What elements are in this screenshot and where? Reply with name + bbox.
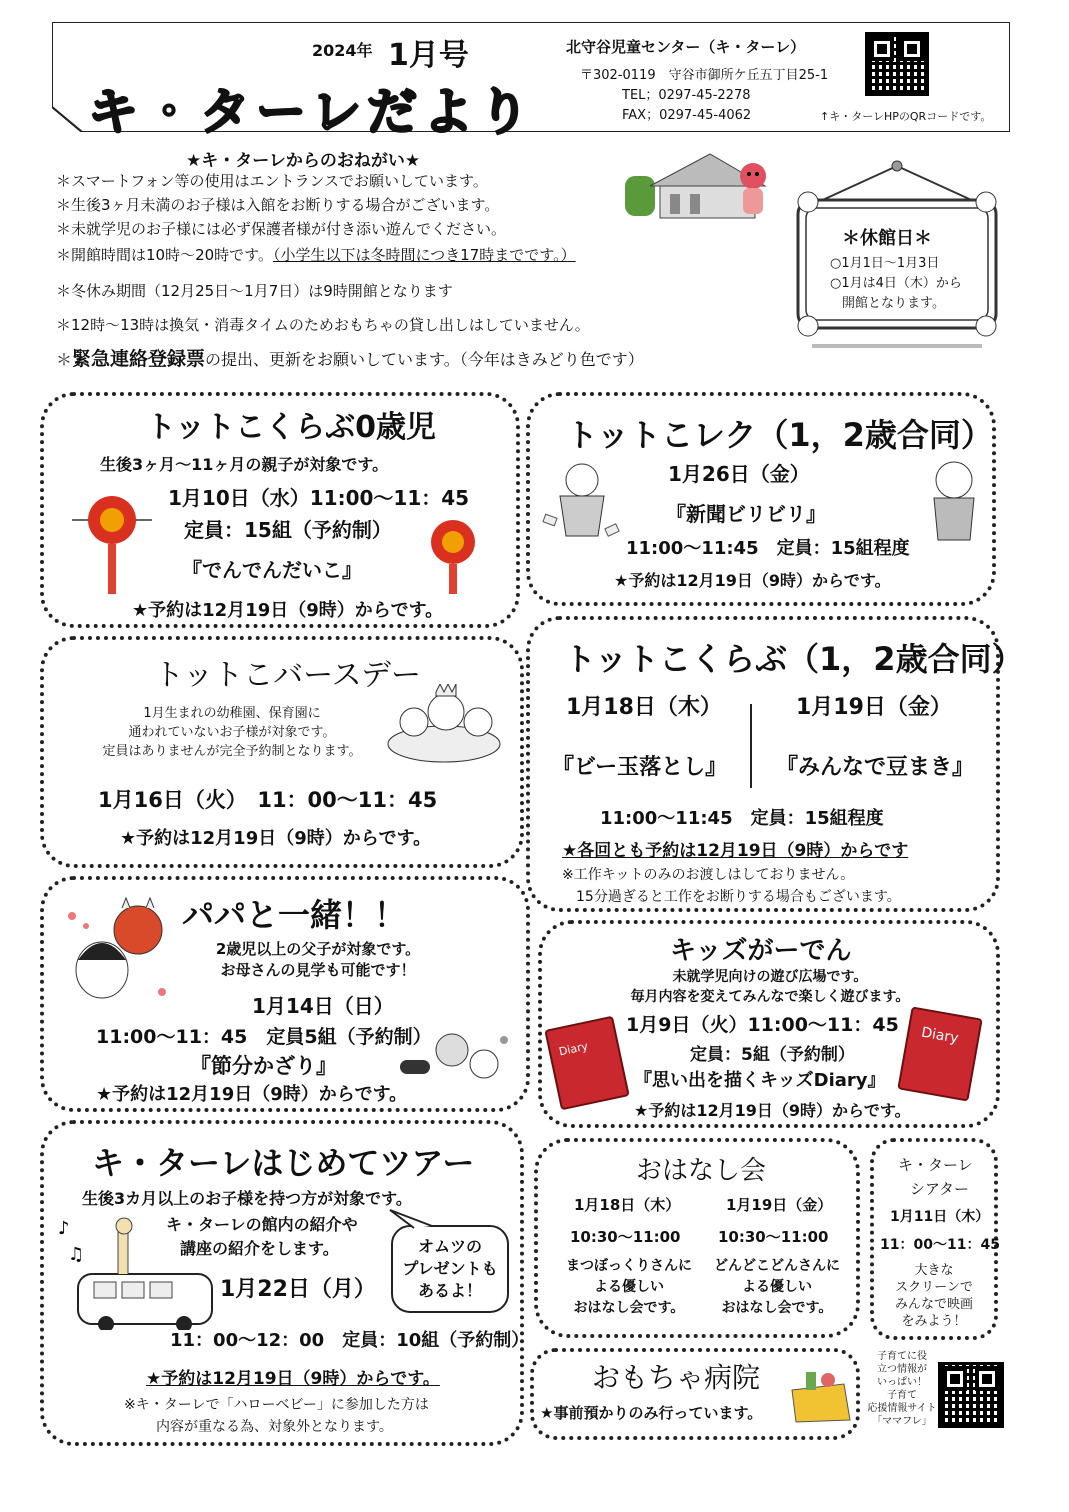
mamafure-line: 応援情報サイト <box>867 1403 937 1414</box>
papa-time: 11:00〜11：45 定員5組（予約制） <box>96 1026 432 1048</box>
child-illustration <box>922 454 984 550</box>
theater-desc-line: みんなで映画 <box>894 1297 973 1312</box>
papa-line: お母さんの見学も可能です！ <box>220 961 416 979</box>
tour-line: 講座の紹介をします。 <box>180 1239 339 1258</box>
club12-divider <box>750 704 752 788</box>
mamafure-line: 「ママフレ」 <box>872 1416 932 1427</box>
diary-label: Diary <box>920 1024 960 1047</box>
den-den-daiko-icon <box>420 516 486 596</box>
qr-note: ↑キ・ターレHPのQRコードです。 <box>820 110 992 123</box>
papa-line: 2歳児以上の父子が対象です。 <box>215 940 421 958</box>
closed-title: ＊休館日＊ <box>842 228 932 249</box>
club0-date: 1月10日（水）11:00〜11：45 <box>168 486 470 510</box>
tour-note: 内容が重なる為、対象外となります。 <box>156 1419 393 1435</box>
bubble-line: あるよ！ <box>417 1281 482 1300</box>
papa-date: 1月14日（日） <box>252 994 394 1018</box>
kids-line: 未就学児向けの遊び広場です。 <box>672 969 868 985</box>
papa-title: パパと一緒！！ <box>182 896 407 934</box>
theater-date: 1月11日（木） <box>890 1209 990 1225</box>
svg-text:♪: ♪ <box>58 1218 70 1239</box>
birthday-line: 1月生まれの幼稚園、保育園に <box>143 706 321 721</box>
story-desc <box>704 1256 850 1319</box>
rec-title: トットこレク（1，2歳合同） <box>566 416 993 454</box>
tour-target: 生後3カ月以上のお子様を持つ方が対象です。 <box>82 1189 412 1208</box>
club12-reserve: ★各回とも予約は12月19日（9時）からです <box>562 841 909 861</box>
notice-item: ＊未就学児のお子様には必ず保護者様が付き添い遊んでください。 <box>56 220 507 238</box>
toy-title: おもちゃ病院 <box>592 1361 761 1394</box>
birthday-title: トットこバースデー <box>154 658 421 693</box>
birthday-line: 定員はありませんが完全予約制となります。 <box>102 744 362 759</box>
birthday-desc <box>82 702 382 759</box>
den-den-daiko-icon <box>72 490 152 596</box>
tour-note: ※キ・ターレで「ハローベビー」に参加した方は <box>124 1397 429 1413</box>
toy-note: ★事前預かりのみ行っています。 <box>540 1404 763 1422</box>
bubble-line: オムツの <box>417 1237 482 1256</box>
center-fax: FAX；0297-45-4062 <box>622 108 752 123</box>
story-time: 10:30〜11:00 <box>570 1228 681 1246</box>
oni-okame-illustration <box>66 896 176 1006</box>
notice-item: ＊12時〜13時は換気・消毒タイムのためおもちゃの貸し出しはしていません。 <box>56 316 590 334</box>
tour-line: キ・ターレの館内の紹介や <box>166 1215 358 1234</box>
divider <box>812 344 982 348</box>
notice-emergency <box>56 344 644 371</box>
building-illustration <box>625 146 775 226</box>
center-address: 〒302-0119 守谷市御所ケ丘五丁目25-1 <box>580 68 829 83</box>
kids-date: 1月9日（火）11:00〜11：45 <box>626 1014 899 1036</box>
story-desc-line: おはなし会です。 <box>721 1300 833 1316</box>
story-title: おはなし会 <box>636 1156 767 1186</box>
club12-time: 11:00〜11:45 定員：15組程度 <box>600 808 884 829</box>
rec-time: 11:00〜11:45 定員：15組程度 <box>626 538 910 559</box>
issue-year: 2024年 <box>312 41 373 60</box>
newsletter-title: キ・ターレだより <box>88 83 535 141</box>
mamafure-text <box>866 1350 938 1428</box>
kids-line: 毎月内容を変えてみんなで楽しく遊びます。 <box>630 989 910 1005</box>
mamafure-line: 子育てに役 <box>877 1351 927 1362</box>
story-desc-line: よる優しい <box>742 1279 812 1295</box>
bubble-line: プレゼントも <box>402 1259 498 1278</box>
homepage-qr-code <box>865 32 929 96</box>
birthday-animals-illustration <box>384 684 504 770</box>
rec-date: 1月26日（金） <box>668 462 810 486</box>
closed-line: 開館となります。 <box>842 296 945 311</box>
club12-date: 1月19日（金） <box>796 695 952 720</box>
theater-time: 11：00〜11：45 <box>880 1237 1000 1253</box>
mamafure-line: 立つ情報が <box>877 1364 927 1375</box>
rec-reserve: ★予約は12月19日（9時）からです。 <box>614 571 891 590</box>
notice-hours-note: （小学生以下は冬時間につき17時までです。） <box>272 246 576 264</box>
tour-reserve: ★予約は12月19日（9時）からです。 <box>146 1369 440 1389</box>
birthday-line: 通われていないお子様が対象です。 <box>128 725 336 740</box>
theater-desc-line: 大きな <box>914 1263 954 1278</box>
diary-book-illustration <box>897 1006 982 1101</box>
tour-date: 1月22日（月） <box>220 1277 376 1302</box>
toy-box-illustration <box>786 1370 856 1424</box>
kids-capacity: 定員：5組（予約制） <box>690 1045 855 1065</box>
club12-theme: 『ビー玉落とし』 <box>552 755 728 780</box>
story-date: 1月19日（金） <box>726 1196 833 1214</box>
club0-title: トットこくらぶ0歳児 <box>146 410 436 445</box>
mamafure-line: いっぱい！ <box>877 1377 927 1388</box>
closed-line: ○1月1日〜1月3日 <box>830 256 940 271</box>
svg-text:♫: ♫ <box>68 1244 85 1265</box>
club12-title: トットこくらぶ（1，2歳合同） <box>564 640 1024 678</box>
theater-desc-line: スクリーンで <box>895 1280 973 1295</box>
story-desc-line: おはなし会です。 <box>573 1300 685 1316</box>
story-desc <box>556 1256 702 1319</box>
birthday-reserve: ★予約は12月19日（9時）からです。 <box>120 828 432 849</box>
story-desc-line: どんどこどんさんに <box>714 1258 840 1274</box>
tour-time: 11：00〜12：00 定員：10組（予約制） <box>170 1330 530 1351</box>
club12-note: ※工作キットのみのお渡しはしておりません。 <box>562 867 855 883</box>
papa-theme: 『節分かざり』 <box>190 1054 337 1078</box>
theater-title: キ・ターレ <box>898 1156 973 1174</box>
club0-theme: 『でんでんだいこ』 <box>182 558 362 582</box>
club0-target: 生後3ヶ月〜11ヶ月の親子が対象です。 <box>100 455 389 474</box>
notice-hours <box>56 244 576 265</box>
tour-title: キ・ターレはじめてツアー <box>92 1144 475 1182</box>
theater-title: シアター <box>910 1180 969 1198</box>
club0-reserve: ★予約は12月19日（9時）からです。 <box>132 600 444 621</box>
child-illustration <box>540 456 624 552</box>
tour-bubble-text <box>394 1236 506 1302</box>
setsubun-decoration-illustration <box>400 1030 510 1084</box>
notice-item: ＊生後3ヶ月未満のお子様は入館をお断りする場合がございます。 <box>56 196 500 214</box>
rec-theme: 『新聞ビリビリ』 <box>666 502 826 526</box>
story-date: 1月18日（木） <box>574 1196 681 1214</box>
theater-desc <box>880 1262 988 1330</box>
kids-title: キッズがーでん <box>670 936 852 966</box>
club12-theme: 『みんなで豆まき』 <box>776 755 975 780</box>
emergency-rest: の提出、更新をお願いしています。（今年はきみどり色です） <box>205 350 644 369</box>
club12-note: 15分過ぎると工作をお断りする場合もございます。 <box>576 889 901 905</box>
club12-date: 1月18日（木） <box>566 695 722 720</box>
diary-label: Diary <box>557 1039 590 1059</box>
emergency-form-name: 緊急連絡登録票 <box>72 348 206 370</box>
papa-reserve: ★予約は12月19日（9時）からです。 <box>96 1084 408 1105</box>
center-name: 北守谷児童センター（キ・ターレ） <box>566 38 806 56</box>
emergency-prefix: ＊ <box>56 350 73 369</box>
mamafure-qr-code <box>938 1362 1004 1428</box>
birthday-date: 1月16日（火） 11：00〜11：45 <box>98 788 438 812</box>
notices-heading: ★キ・ターレからのおねがい★ <box>186 151 421 171</box>
story-desc-line: よる優しい <box>594 1279 664 1295</box>
center-tel: TEL；0297-45-2278 <box>622 88 751 103</box>
bus-illustration <box>58 1210 218 1330</box>
notice-item: ＊冬休み期間（12月25日〜1月7日）は9時開館となります <box>56 282 453 300</box>
kids-desc <box>600 966 940 1006</box>
papa-desc <box>180 938 456 980</box>
theater-desc-line: をみよう！ <box>901 1314 967 1329</box>
kids-theme: 『思い出を描くキッズDiary』 <box>634 1070 886 1091</box>
club0-capacity: 定員：15組（予約制） <box>184 518 392 542</box>
story-desc-line: まつぼっくりさんに <box>566 1258 692 1274</box>
closed-line: ○1月は4日（木）から <box>830 276 962 291</box>
issue-month: 1月号 <box>388 38 469 73</box>
mamafure-line: 子育て <box>887 1390 917 1401</box>
notice-item: ＊スマートフォン等の使用はエントランスでお願いしています。 <box>56 172 488 190</box>
notice-hours-text: ＊開館時間は10時〜20時です。 <box>56 246 273 264</box>
kids-reserve: ★予約は12月19日（9時）からです。 <box>634 1101 911 1120</box>
story-time: 10:30〜11:00 <box>718 1228 829 1246</box>
